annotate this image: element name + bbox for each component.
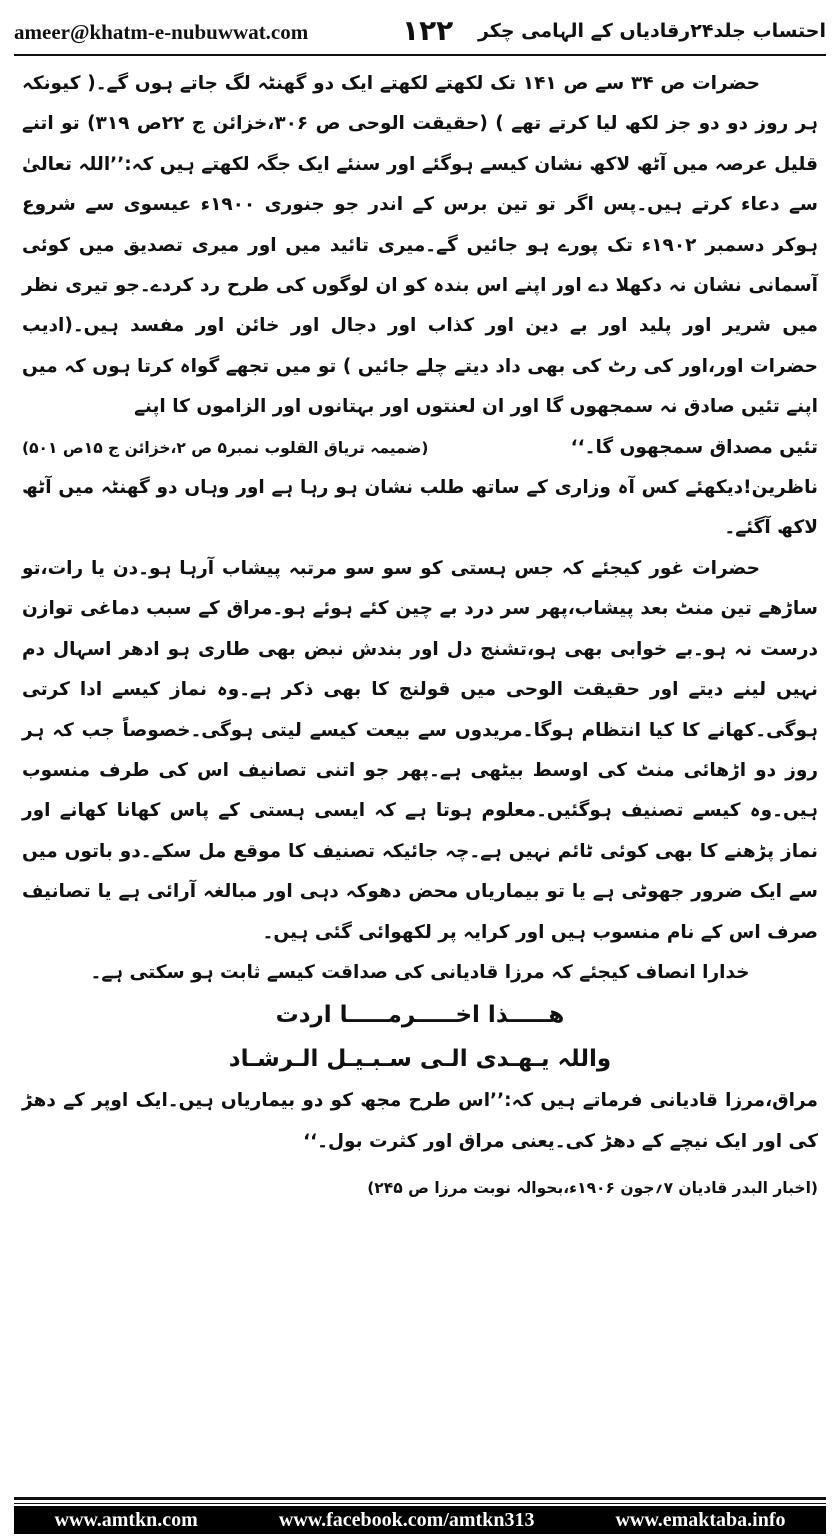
closing-line-1: ھـــــذا اخـــــرمـــــا اردت (275, 1002, 565, 1029)
paragraph-5: مراق،مرزا قادیانی فرماتے ہیں کہ:’’اس طرح مجھ کو دو بیماریاں ہیں۔ایک اوپر کے دھڑ کی اور ایک نیچے کے دھڑ کی۔یعنی مراق اور کثرت بول۔‘‘ (22, 1090, 818, 1152)
footer-bar (14, 1506, 826, 1534)
paragraph-1-tail: تئیں مصداق سمجھوں گا۔‘‘ (570, 436, 818, 458)
paragraph-1-ending (22, 428, 818, 468)
closing-line-2: واللہ یـهـدی الـی سـبـیـل الـرشـاد (228, 1046, 612, 1073)
paragraph-3: حضرات غور کیجئے کہ جس ہستی کو سو سو مرتبہ پیشاب آرہا ہو۔دن یا رات،تو ساڑھے تین منٹ بعد پیشاب،پھر سر درد بے چین کئے ہوئے ہو۔مراق کے سبب دماغی توازن درست نہ ہو۔بے خوابی بھی ہو،تشنج دل اور بندش نبض بھی طاری ہو ادھر اسہال دم نہیں لینے دیتے اور حقیقت الوحی میں قولنج کا بھی ذکر ہے۔وہ نماز کیسے ادا کرتی ہوگی۔کھانے کا کیا انتظام ہوگا۔مریدوں سے بیعت کیسے لیتی ہوگی۔خصوصاً جب کہ ہر روز دو اڑھائی منٹ کی اوسط بیٹھی ہے۔پھر جو اتنی تصانیف اس کی طرف منسوب ہیں۔وہ کیسے تصنیف ہوگئیں۔معلوم ہوتا ہے کہ ایسی ہستی کے پاس کھانا کھانے اور نماز پڑھنے کا بھی کوئی ٹائم نہیں ہے۔چہ جائیکہ تصنیف کا موقع مل سکے۔دو باتوں میں سے ایک ضرور جھوٹی ہے یا تو بیماریاں محض دھوکہ دہی اور مبالغہ آرائی ہے یا تصانیف صرف اس کے نام منسوب ہیں اور کرایہ پر لکھوائی گئی ہیں۔ (22, 557, 818, 943)
page-header (14, 14, 826, 54)
paragraph-1-reference: (ضمیمہ تریاق القلوب نمبر۵ ص ۲،خزائن ج ۱۵ص ۵۰۱) (22, 438, 429, 457)
final-reference: (اخبار البدر قادیان ۷؍جون ۱۹۰۶ء،بحوالہ نوبت مرزا ص ۲۴۵) (367, 1179, 818, 1198)
footer-link-amtkn[interactable]: www.amtkn.com (54, 1508, 198, 1531)
paragraph-4: خدارا انصاف کیجئے کہ مرزا قادیانی کی صداقت کیسے ثابت ہو سکتی ہے۔ (90, 961, 750, 983)
book-title: احتساب جلد۲۴رقادیاں کے الہامی چکر (477, 20, 826, 42)
footer-divider-thick (14, 1497, 826, 1500)
page-body (22, 64, 818, 1470)
footer-link-emaktaba[interactable]: www.emaktaba.info (615, 1508, 786, 1531)
footer-link-facebook[interactable]: www.facebook.com/amtkn313 (278, 1508, 535, 1531)
paragraph-1: حضرات ص ۳۴ سے ص ۱۴۱ تک لکھتے لکھتے ایک دو گھنٹہ لگ جاتے ہوں گے۔( کیونکہ ہر روز دو دو جز لکھ لیا کرتے تھے ) (حقیقت الوحی ص ۳۰۶،خزائن ج ۲۲ص ۳۱۹) تو اتنے قلیل عرصہ میں آٹھ لاکھ نشان کیسے ہوگئے اور سنئے ایک جگہ لکھتے ہیں کہ:’’اللہ تعالیٰ سے دعاء کرتے ہیں۔پس اگر تو تین برس کے اندر جو جنوری ۱۹۰۰ء عیسوی سے شروع ہوکر دسمبر ۱۹۰۲ء تک پورے ہو جائیں گے۔میری تائید میں اور میری تصدیق میں کوئی آسمانی نشان نہ دکھلا دے اور اپنے اس بندہ کو ان لوگوں کی طرح رد کردے۔جو تیری نظر میں شریر اور پلید اور بے دین اور کذاب اور دجال اور خائن اور مفسد ہیں۔(ادیب حضرات اور،اور کی رٹ کی بھی داد دیتے چلے جائیں ) تو میں تجھے گواہ کرتا ہوں کہ میں اپنے تئیں صادق نہ سمجھوں گا اور ان لعنتوں اور بہتانوں اور الزاموں کا اپنے (22, 73, 818, 418)
paragraph-2: ناظرین!دیکھئے کس آہ وزاری کے ساتھ طلب نشان ہو رہا ہے اور وہاں دو گھنٹہ میں آٹھ لاکھ آگئے۔ (22, 477, 818, 539)
page-number: ۱۲۲ (402, 14, 454, 47)
header-divider (14, 54, 826, 56)
header-email: ameer@khatm-e-nubuwwat.com (14, 20, 309, 44)
footer-divider-thin (14, 1503, 826, 1504)
